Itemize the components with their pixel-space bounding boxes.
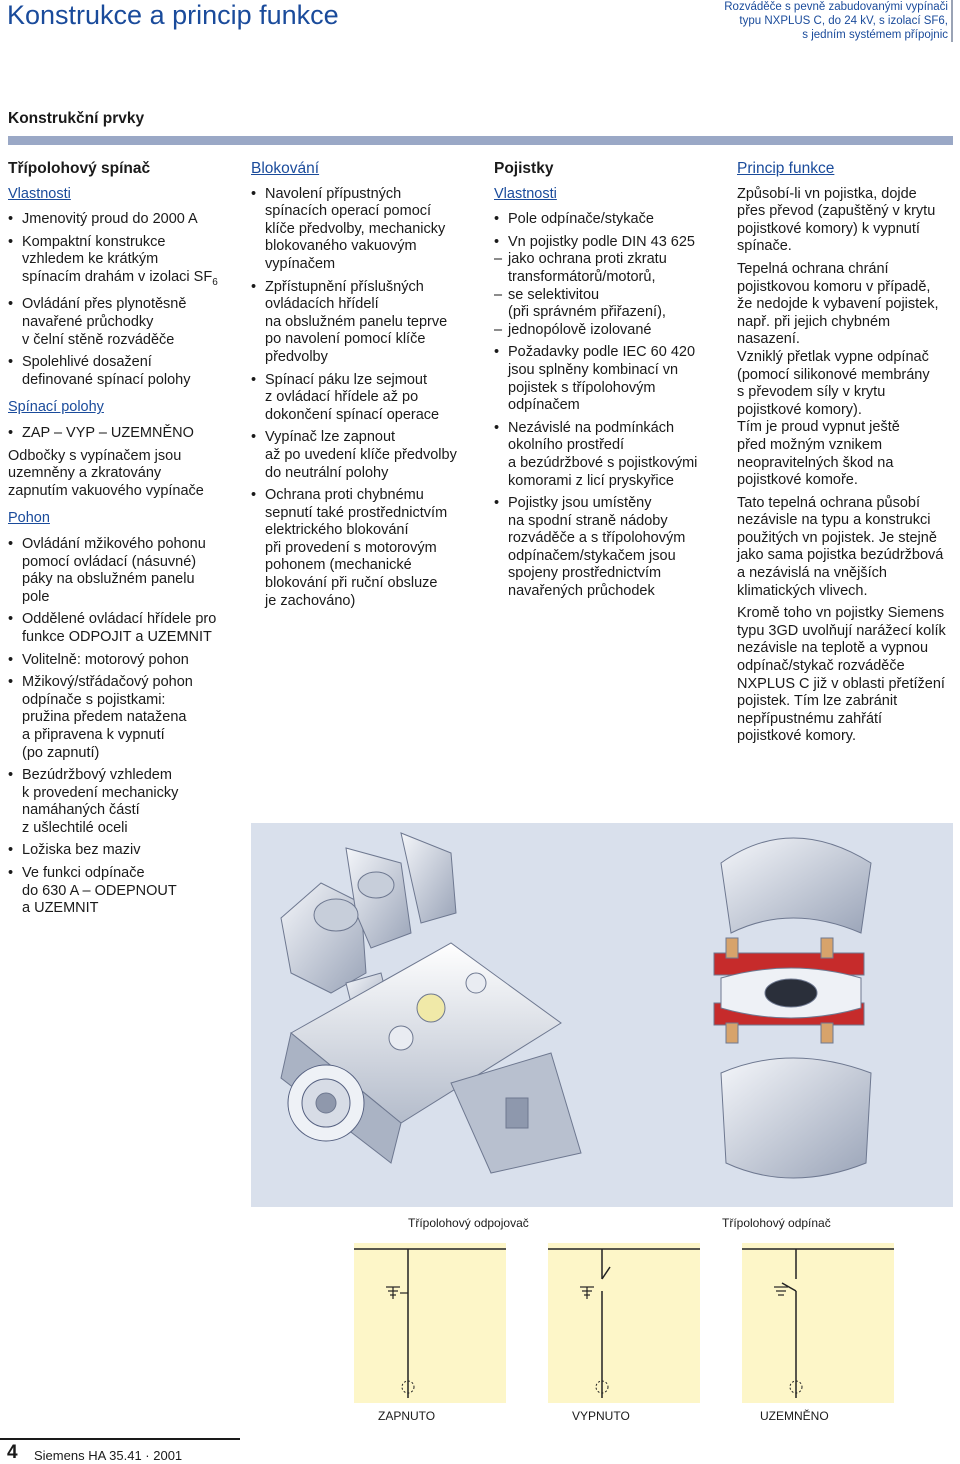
properties-list — [8, 211, 238, 389]
list-item: • Vypínač lze zapnout až po uvedení klíče předvolby do neutrální polohy — [251, 429, 481, 482]
list-item: • Vn pojistky podle DIN 43 625 — [494, 234, 724, 252]
list-item: • Navolení přípustných spínacích operací pomocí klíče předvolby, mechanicky blokovaného vakuovým vypínačem — [251, 186, 481, 274]
subheading-drive: Pohon — [8, 510, 50, 527]
list-item: • Mžikový/střádačový pohon odpínače s pojistkami: pružina předem natažena a připravena k vypnutí (po zapnutí) — [8, 674, 238, 762]
sf6-subscript: 6 — [212, 276, 218, 288]
switch-disconnector-model — [714, 838, 871, 1178]
subheading-properties: Vlastnosti — [494, 185, 557, 202]
list-item-dash: – se selektivitou (při správném přiřazení), — [494, 287, 724, 322]
column-heading: Pojistky — [494, 160, 554, 177]
list-item-dash: – jednopólově izolované — [494, 322, 724, 340]
subheading-positions: Spínací polohy — [8, 399, 104, 416]
subtitle-line-3: s jedním systémem přípojnic — [802, 29, 948, 41]
page-subtitle — [724, 0, 948, 42]
paragraph: Kromě toho vn pojistky Siemens typu 3GD uvolňují narážecí kolík nezávisle na teplotě a vypnou odpínač/stykač rozváděče NXPLUS C již v oblasti přetížení pojistek. Tím lze zabránit nepřípustnému zahřátí pojistkové komory. — [737, 605, 946, 745]
switch-3d-rendering — [251, 823, 953, 1207]
column-heading: Blokování — [251, 160, 320, 177]
column-interlocking — [251, 160, 481, 615]
list-item: • Spolehlivé dosažení definované spínací polohy — [8, 354, 238, 389]
diagram-label-earthed: UZEMNĚNO — [760, 1409, 829, 1423]
interlock-list — [251, 186, 481, 611]
column-operating-principle — [737, 160, 957, 751]
diagram-closed — [354, 1243, 506, 1403]
diagram-label-open: VYPNUTO — [572, 1409, 630, 1423]
list-item: • Nezávislé na podmínkách okolního prostředí a bezúdržbové s pojistkovými komorami z licí pryskyřice — [494, 420, 724, 490]
list-item: • Volitelně: motorový pohon — [8, 652, 238, 670]
subheading-properties: Vlastnosti — [8, 185, 71, 202]
fuse-list — [494, 211, 724, 600]
list-item: • Ovládání přes plynotěsně navařené průchodky v čelní stěně rozváděče — [8, 296, 238, 349]
list-item: • Zpřístupnění příslušných ovládacích hřídelí na obslužném panelu teprve po navolení pomocí klíče předvolby — [251, 279, 481, 367]
diagram-earthed — [742, 1243, 894, 1403]
footer-rule — [0, 1438, 240, 1440]
column-heading: Princip funkce — [737, 160, 835, 177]
footer-text: Siemens HA 35.41 · 2001 — [34, 1448, 183, 1463]
column-heading: Třípolohový spínač — [8, 160, 151, 177]
page-number: 4 — [7, 1442, 18, 1463]
section-bar — [8, 136, 953, 145]
subtitle-line-1: Rozváděče s pevně zabudovanými vypínači — [724, 1, 948, 13]
disconnector-model — [281, 833, 581, 1173]
list-item: • Spínací páku lze sejmout z ovládací hřídele až po dokončení spínací operace — [251, 372, 481, 425]
list-item: • Kompaktní konstrukce vzhledem ke krátkým spínacím drahám v izolaci $SF_6$ — [8, 234, 238, 292]
list-item: • Ovládání mžikového pohonu pomocí ovládací (násuvné) páky na obslužném panelu pole — [8, 536, 238, 606]
positions-text: Odbočky s vypínačem jsou uzemněny a zkratovány zapnutím vakuového vypínače — [8, 447, 204, 499]
paragraph: Tepelná ochrana chrání pojistkovou komoru v případě, že nedojde k vybavení pojistek, např. při jejich chybném nasazení. Vzniklý přetlak vypne odpínač (pomocí silikonové membrány s převodem síly v krytu pojistkové komory). Tím je proud vypnut ještě před možným vznikem neopravitelných škod na pojistkové komoře. — [737, 260, 939, 489]
paragraph: Tato tepelná ochrana působí nezávisle na typu a konstrukci použitých vn pojistek. Je stejně jako sama pojistka bezúdržbová a nezávislá na vnějších klimatických vlivech. — [737, 494, 944, 599]
list-item: • ZAP – VYP – UZEMNĚNO — [8, 425, 238, 443]
positions-list — [8, 425, 238, 443]
page-title: Konstrukce a princip funkce — [7, 0, 339, 30]
paragraph: Způsobí-li vn pojistka, dojde přes převod (zapuštěný v krytu pojistkové komory) k vypnutí spínače. — [737, 185, 936, 255]
list-item: • Požadavky podle IEC 60 420 jsou splněny kombinací vn pojistek s třípolohovým odpínačem — [494, 344, 724, 414]
list-item: • Ve funkci odpínače do 630 A – ODEPNOUT a UZEMNIT — [8, 865, 238, 918]
list-item-dash: – jako ochrana proti zkratu transformátorů/motorů, — [494, 251, 724, 286]
list-item: • Pojistky jsou umístěny na spodní straně nádoby rozváděče a s třípolohovým odpínačem/stykačem jsou spojeny prostřednictvím navařených průchodek — [494, 495, 724, 601]
schematic-open — [548, 1243, 700, 1403]
switch-illustration — [251, 823, 953, 1207]
drive-list — [8, 536, 238, 918]
section-title: Konstrukční prvky — [8, 110, 145, 127]
schematic-closed — [354, 1243, 506, 1403]
list-item: • Bezúdržbový vzhledem k provedení mechanicky namáhaných částí z ušlechtilé oceli — [8, 767, 238, 837]
list-item: • Pole odpínače/stykače — [494, 211, 724, 229]
list-item: • Ochrana proti chybnému sepnutí také prostřednictvím elektrického blokování při provedení s motorovým pohonem (mechanické blokování při ruční obsluze je zachováno) — [251, 487, 481, 610]
subtitle-line-2: typu NXPLUS C, do 24 kV, s izolací SF6, — [739, 15, 948, 27]
column-fuses — [494, 160, 724, 606]
diagram-open — [548, 1243, 700, 1403]
list-item: • Ložiska bez maziv — [8, 842, 238, 860]
figure-caption-disconnector: Třípolohový odpojovač — [408, 1216, 529, 1230]
schematic-earthed — [742, 1243, 894, 1403]
figure-caption-switch: Třípolohový odpínač — [722, 1216, 831, 1230]
list-item: • Oddělené ovládací hřídele pro funkce ODPOJIT a UZEMNIT — [8, 611, 238, 646]
diagram-label-closed: ZAPNUTO — [378, 1409, 436, 1423]
column-triple-position-switch — [8, 160, 238, 923]
list-item: • Jmenovitý proud do 2000 A — [8, 211, 238, 229]
header-divider — [951, 0, 953, 42]
